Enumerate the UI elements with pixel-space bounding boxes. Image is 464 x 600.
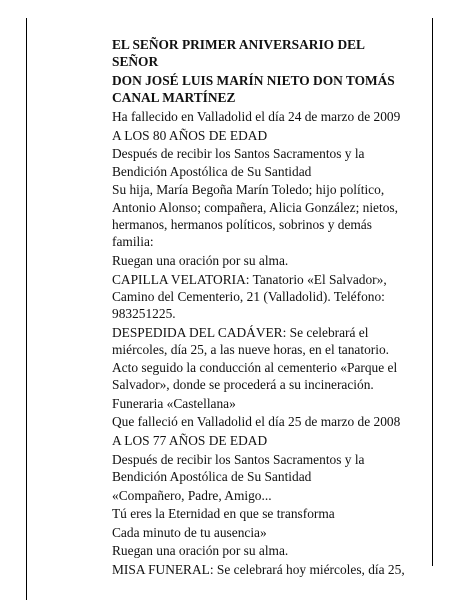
right-column-rule (432, 18, 433, 566)
age-2: A LOS 77 AÑOS DE EDAD (112, 433, 268, 448)
funeral-home: Funeraria «Castellana» (112, 395, 236, 411)
chapel-info: CAPILLA VELATORIA: Tanatorio «El Salvador», Camino del Cementerio, 21 (Valladolid). Teléfono: 983251225. (112, 271, 387, 322)
quote-line-1: «Compañero, Padre, Amigo... (112, 487, 272, 503)
age-1: A LOS 80 AÑOS DE EDAD (112, 127, 268, 143)
prayer-request-2: Ruegan una oración por su alma. (112, 543, 289, 559)
prayer-request-1: Ruegan una oración por su alma. (112, 253, 289, 268)
family-list: Su hija, María Begoña Marín Toledo; hijo político, Antonio Alonso; compañera, Alicia González; nietos, hermanos, hermanos políticos, sobrinos y demás familia: (112, 182, 398, 250)
left-column-rule (26, 18, 27, 600)
death-notice-2: Que falleció en Valladolid el día 25 de marzo de 2008 (112, 414, 401, 430)
quote-line-3: Cada minuto de tu ausencia» (112, 524, 267, 540)
heading-names: DON JOSÉ LUIS MARÍN NIETO DON TOMÁS CANAL MARTÍNEZ (112, 73, 395, 106)
funeral-mass: MISA FUNERAL: Se celebrará hoy miércoles, día 25, (112, 561, 405, 577)
sacraments-1: Después de recibir los Santos Sacramentos y la Bendición Apostólica de Su Santidad (112, 146, 365, 179)
farewell-info: DESPEDIDA DEL CADÁVER: Se celebrará el miércoles, día 25, a las nueve horas, en el tanatorio. Acto seguido la conducción al cementerio «Parque el Salvador», donde se procederá a su incineración. (112, 325, 398, 393)
quote-line-2: Tú eres la Eternidad en que se transforma (112, 506, 335, 522)
heading-anniversary: EL SEÑOR PRIMER ANIVERSARIO DEL SEÑOR (112, 37, 365, 70)
obituary-column (112, 36, 412, 580)
death-notice-1: Ha fallecido en Valladolid el día 24 de marzo de 2009 (112, 109, 401, 124)
sacraments-2: Después de recibir los Santos Sacramentos y la Bendición Apostólica de Su Santidad (112, 451, 365, 484)
